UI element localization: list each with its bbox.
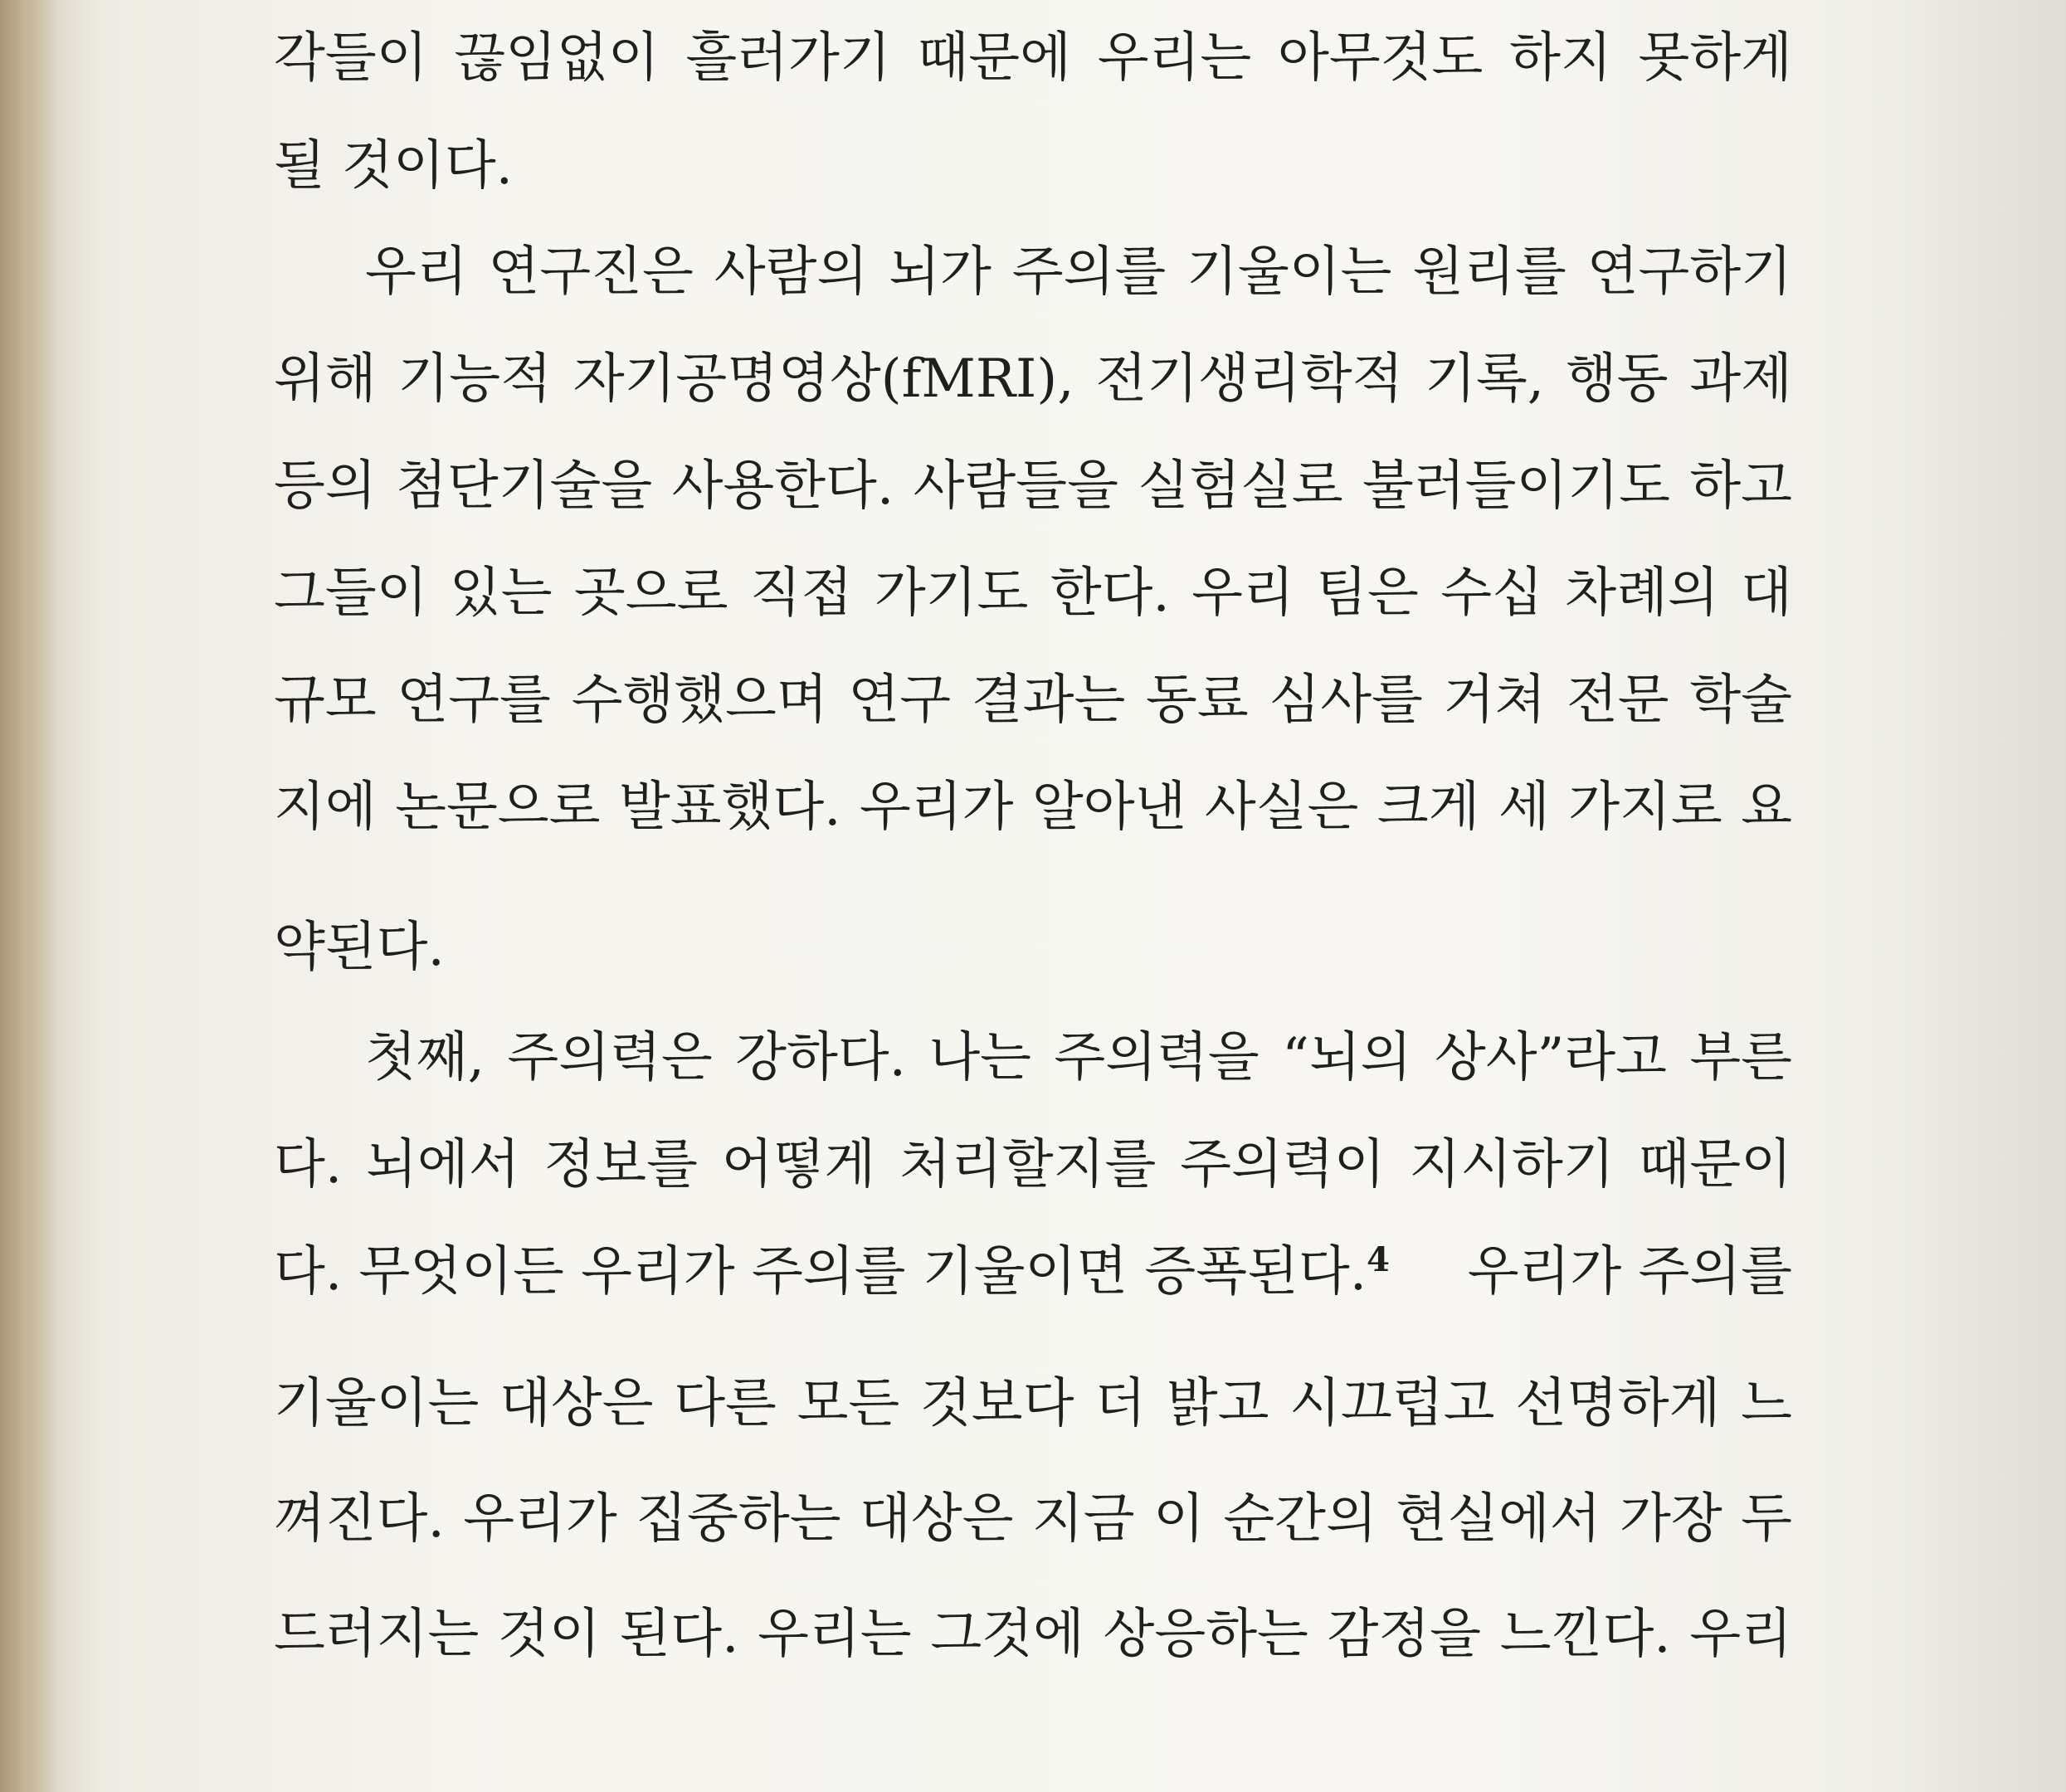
text-line-14: 껴진다. 우리가 집중하는 대상은 지금 이 순간의 현실에서 가장 두 (274, 1488, 1792, 1550)
text-line-12 (274, 1222, 1792, 1322)
text-line-2: 될 것이다. (274, 135, 513, 197)
text-line-12-part-1: 다. 무엇이든 우리가 주의를 기울이면 증폭된다.$^4$ (274, 1240, 1390, 1303)
text-line-12-part-2: 우리가 주의를 (1467, 1241, 1792, 1303)
text-line-15: 드러지는 것이 된다. 우리는 그것에 상응하는 감정을 느낀다. 우리 (274, 1604, 1792, 1665)
text-line-8: 지에 논문으로 발표했다. 우리가 알아낸 사실은 크게 세 가지로 요 (274, 777, 1792, 838)
text-line-9: 약된다. (274, 917, 445, 978)
footnote-marker[interactable]: 4 (1367, 1240, 1390, 1279)
text-line-3: 우리 연구진은 사람의 뇌가 주의를 기울이는 원리를 연구하기 (365, 241, 1792, 303)
text-line-11: 다. 뇌에서 정보를 어떻게 처리할지를 주의력이 지시하기 때문이 (274, 1134, 1792, 1195)
text-line-10: 첫째, 주의력은 강하다. 나는 주의력을 “뇌의 상사”라고 부른 (365, 1027, 1792, 1088)
body-text (274, 0, 1792, 1792)
text-line-4: 위해 기능적 자기공명영상(fMRI), 전기생리학적 기록, 행동 과제 (274, 348, 1792, 410)
text-line-1: 각들이 끊임없이 흘러가기 때문에 우리는 아무것도 하지 못하게 (274, 27, 1792, 89)
text-line-7: 규모 연구를 수행했으며 연구 결과는 동료 심사를 거쳐 전문 학술 (274, 670, 1792, 731)
page-shadow (1850, 0, 2066, 1792)
text-line-13: 기울이는 대상은 다른 모든 것보다 더 밝고 시끄럽고 선명하게 느 (274, 1373, 1792, 1434)
text-line-5: 등의 첨단기술을 사용한다. 사람들을 실험실로 불러들이기도 하고 (274, 455, 1792, 517)
text-line-6: 그들이 있는 곳으로 직접 가기도 한다. 우리 팀은 수십 차례의 대 (274, 562, 1792, 624)
page-binding-edge (0, 0, 58, 1792)
